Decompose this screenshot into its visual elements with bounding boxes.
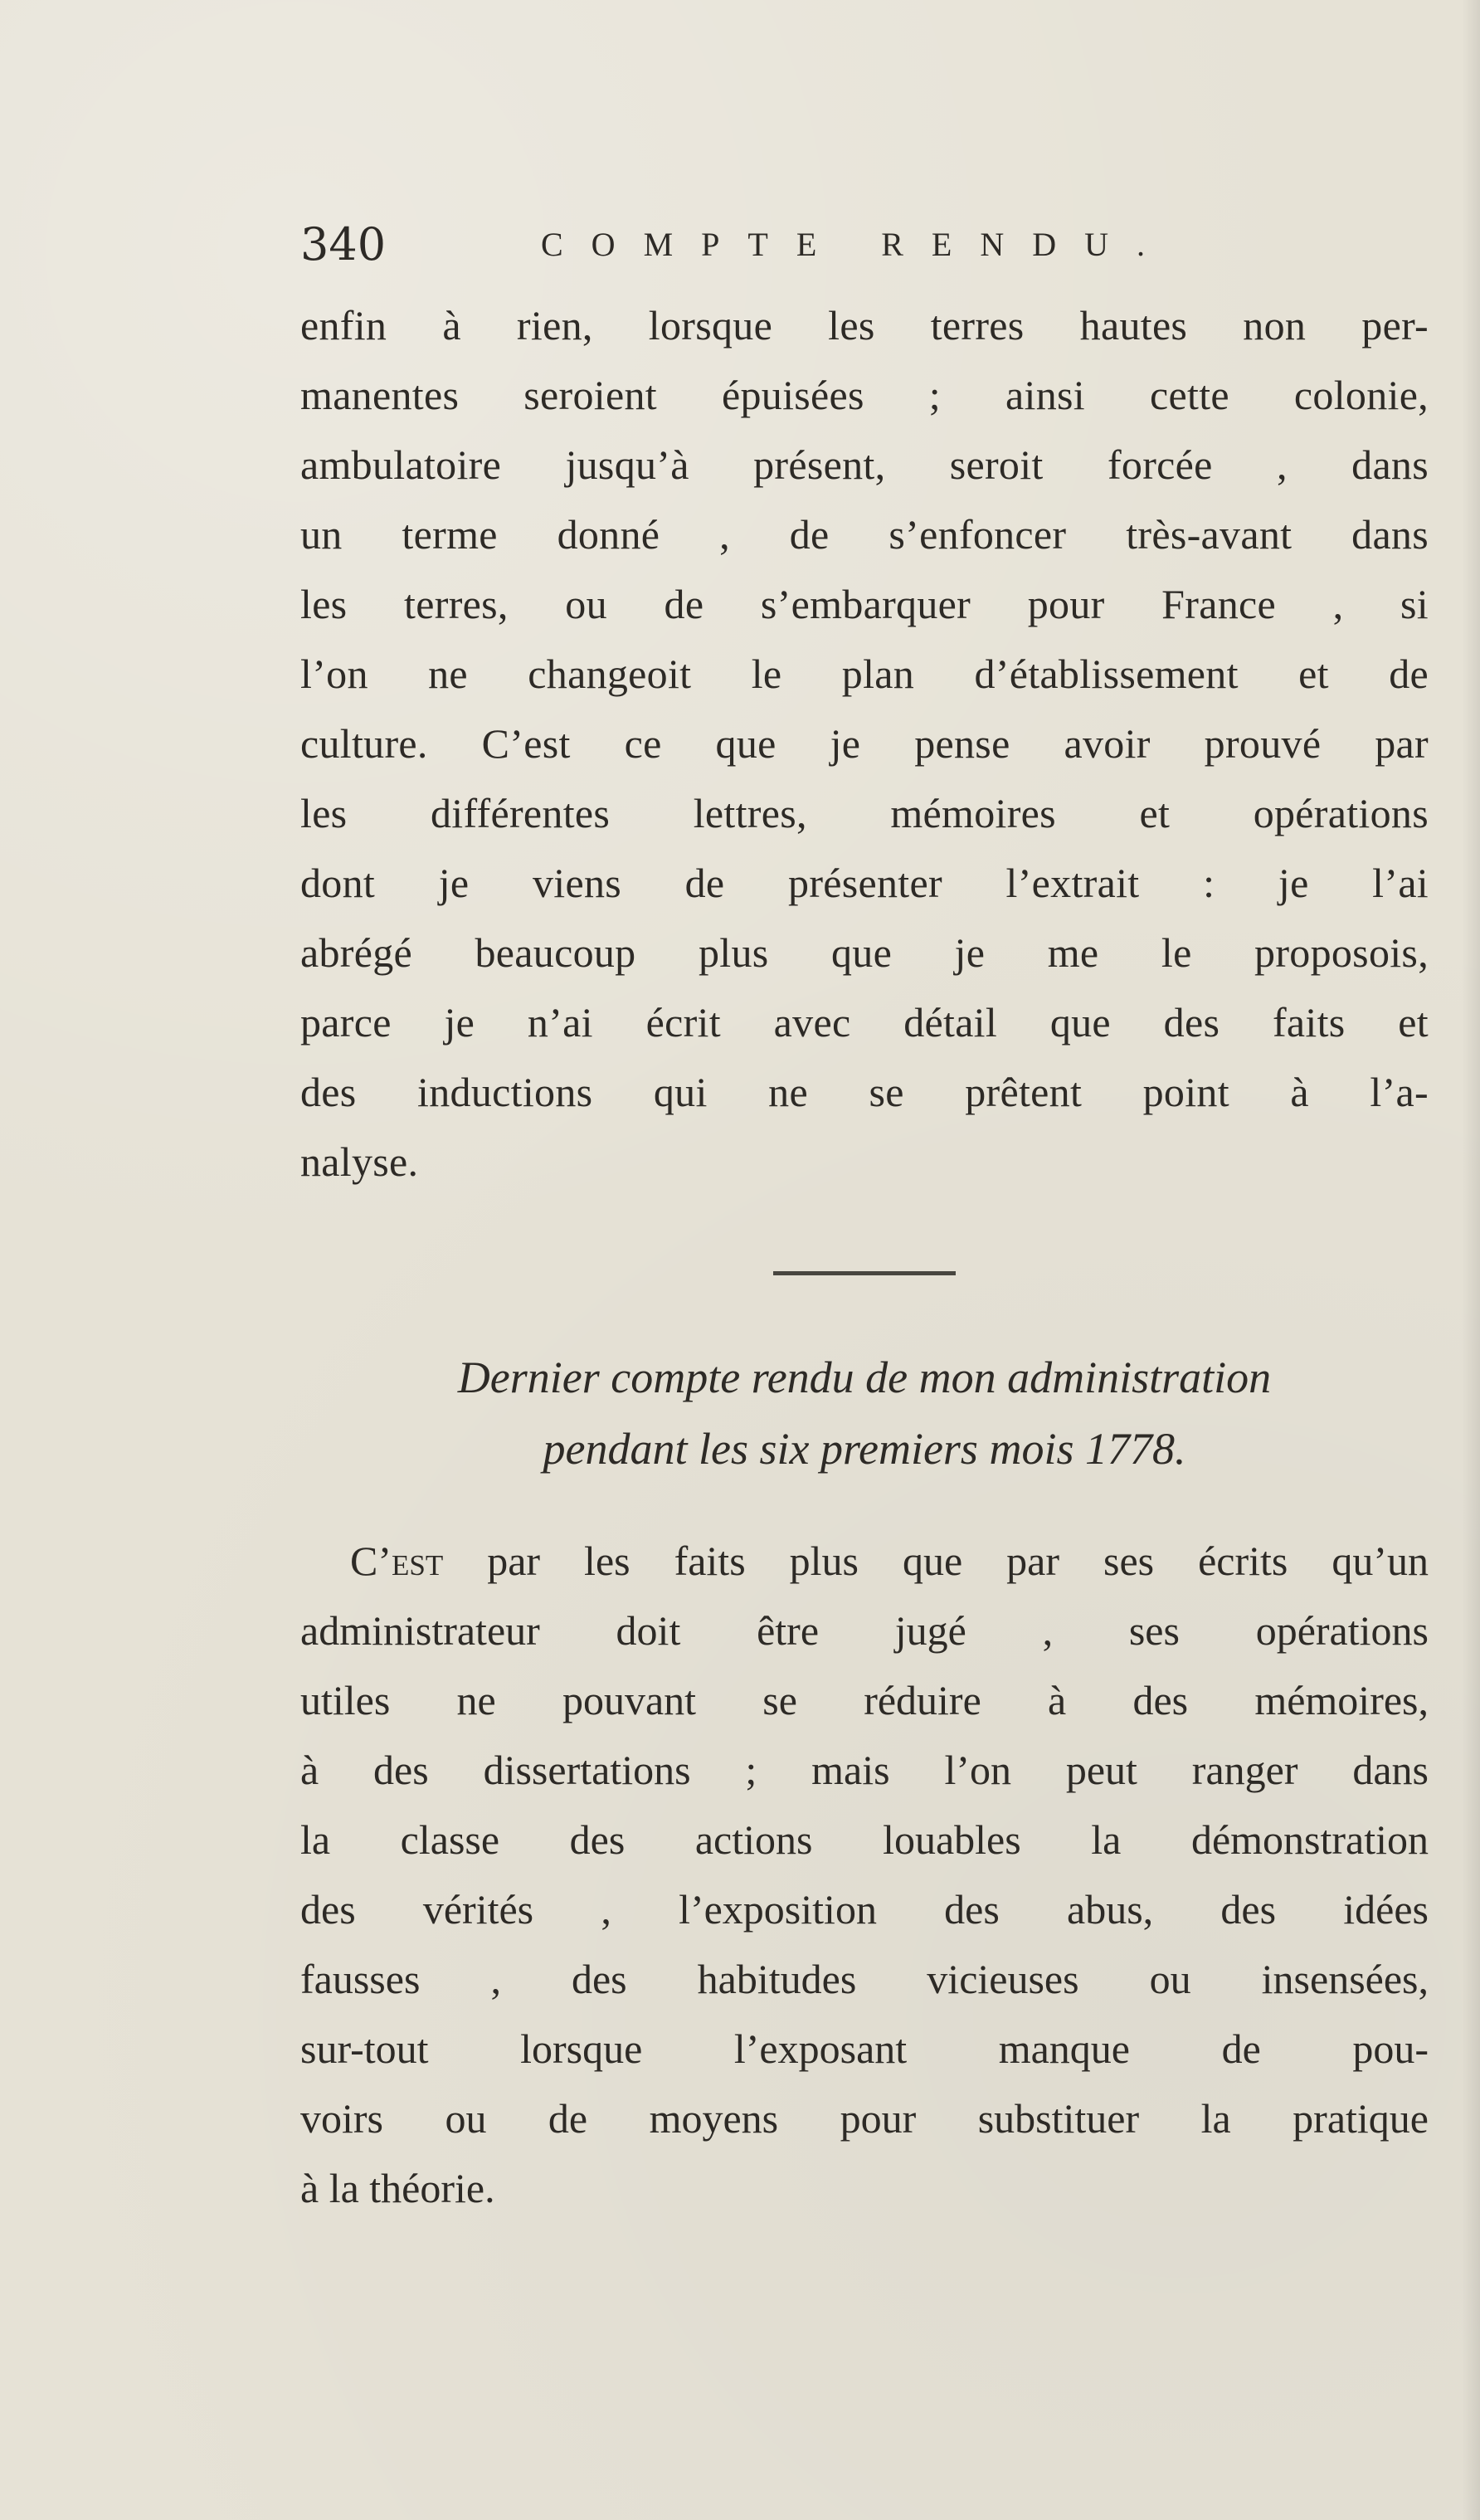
text-line-first: [300, 1526, 1429, 1596]
section-title-line-2: pendant les six premiers mois 1778.: [543, 1424, 1186, 1474]
page-edge-shadow: [1462, 0, 1480, 2520]
text-line: manentes seroient épuisées ; ainsi cette colonie,: [300, 372, 1429, 418]
initial-letter: C’: [350, 1538, 392, 1584]
text-line: des vérités , l’exposition des abus, des idées: [300, 1886, 1429, 1933]
first-line-text: par les faits plus que par ses écrits qu’un: [443, 1538, 1429, 1584]
text-line: ambulatoire jusqu’à présent, seroit forcée , dans: [300, 441, 1429, 488]
text-line: les différentes lettres, mémoires et opérations: [300, 790, 1429, 836]
page-content: [300, 207, 1429, 2223]
page-number: 340: [300, 218, 387, 271]
section-title-line-1: Dernier compte rendu de mon administration: [457, 1353, 1272, 1402]
page-header: [300, 207, 1429, 282]
text-line: fausses , des habitudes vicieuses ou insensées,: [300, 1956, 1429, 2002]
text-line: culture. C’est ce que je pense avoir prouvé par: [300, 720, 1429, 767]
text-line: la classe des actions louables la démonstration: [300, 1816, 1429, 1863]
running-head: COMPTE RENDU.: [541, 226, 1174, 263]
text-line: à des dissertations ; mais l’on peut ranger dans: [300, 1747, 1429, 1793]
section-title: [300, 1342, 1429, 1484]
text-line: sur-tout lorsque l’exposant manque de pou-: [300, 2025, 1429, 2072]
text-line: administrateur doit être jugé , ses opérations: [300, 1607, 1429, 1654]
text-line: nalyse.: [300, 1138, 419, 1185]
text-line: un terme donné , de s’enfoncer très-avant dans: [300, 511, 1429, 558]
text-line: enfin à rien, lorsque les terres hautes non per-: [300, 302, 1429, 349]
text-line: à la théorie.: [300, 2165, 495, 2211]
text-line: abrégé beaucoup plus que je me le proposois,: [300, 929, 1429, 976]
text-line: voirs ou de moyens pour substituer la pratique: [300, 2095, 1429, 2142]
initial-smallcaps: est: [392, 1538, 444, 1584]
text-line: utiles ne pouvant se réduire à des mémoires,: [300, 1677, 1429, 1723]
text-line: parce je n’ai écrit avec détail que des faits et: [300, 999, 1429, 1046]
section-divider: [773, 1271, 956, 1275]
text-line: dont je viens de présenter l’extrait : je l’ai: [300, 860, 1429, 906]
paragraph-2: [300, 1526, 1429, 2223]
text-line: des inductions qui ne se prêtent point à l’a-: [300, 1069, 1429, 1115]
text-line: l’on ne changeoit le plan d’établissement et de: [300, 651, 1429, 697]
paragraph-1: [300, 290, 1429, 1197]
text-line: les terres, ou de s’embarquer pour France , si: [300, 581, 1429, 627]
